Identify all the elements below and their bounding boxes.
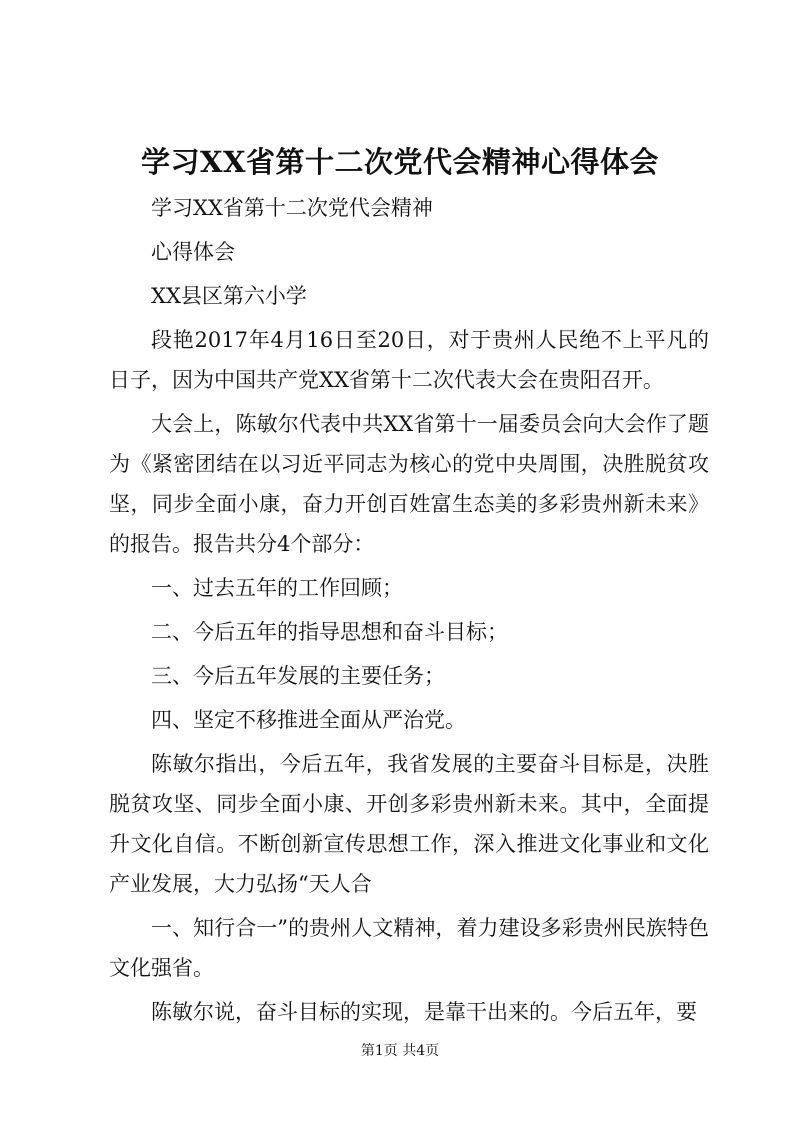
paragraph-subtitle-2: 心得体会 bbox=[151, 240, 235, 264]
paragraph-school: XX县区第六小学 bbox=[151, 284, 307, 308]
paragraph-part-2: 二、今后五年的指导思想和奋斗目标； bbox=[151, 620, 508, 644]
document-title: 学习XX省第十二次党代会精神心得体会 bbox=[140, 145, 659, 179]
paragraph-part-1: 一、过去五年的工作回顾； bbox=[151, 576, 403, 600]
paragraph-subtitle-1: 学习XX省第十二次党代会精神 bbox=[151, 196, 433, 220]
paragraph-goals: 陈敏尔指出，今后五年，我省发展的主要奋斗目标是，决胜脱贫攻坚、同步全面小康、开创多彩贵州新未来。其中，全面提升文化自信。不断创新宣传思想工作，深入推进文化事业和文化产业发展，大力弘扬“天人合 bbox=[109, 752, 709, 896]
paragraph-intro: 段艳2017年4月16日至20日，对于贵州人民绝不上平凡的日子，因为中国共产党XX省第十二次代表大会在贵阳召开。 bbox=[109, 328, 709, 392]
page-indicator: 第1页 共4页 bbox=[360, 1043, 440, 1059]
paragraph-part-3: 三、今后五年发展的主要任务； bbox=[151, 664, 445, 688]
paragraph-part-4: 四、坚定不移推进全面从严治党。 bbox=[151, 708, 466, 732]
document-body bbox=[109, 188, 709, 1036]
paragraph-report: 大会上，陈敏尔代表中共XX省第十一届委员会向大会作了题为《紧密团结在以习近平同志为核心的党中央周围，决胜脱贫攻坚，同步全面小康，奋力开创百姓富生态美的多彩贵州新未来》的报告。报告共分4个部分： bbox=[109, 412, 709, 556]
paragraph-spirit: 一、知行合一”的贵州人文精神，着力建设多彩贵州民族特色文化强省。 bbox=[109, 916, 709, 980]
paragraph-closing: 陈敏尔说，奋斗目标的实现，是靠干出来的。今后五年，要 bbox=[151, 1000, 697, 1024]
